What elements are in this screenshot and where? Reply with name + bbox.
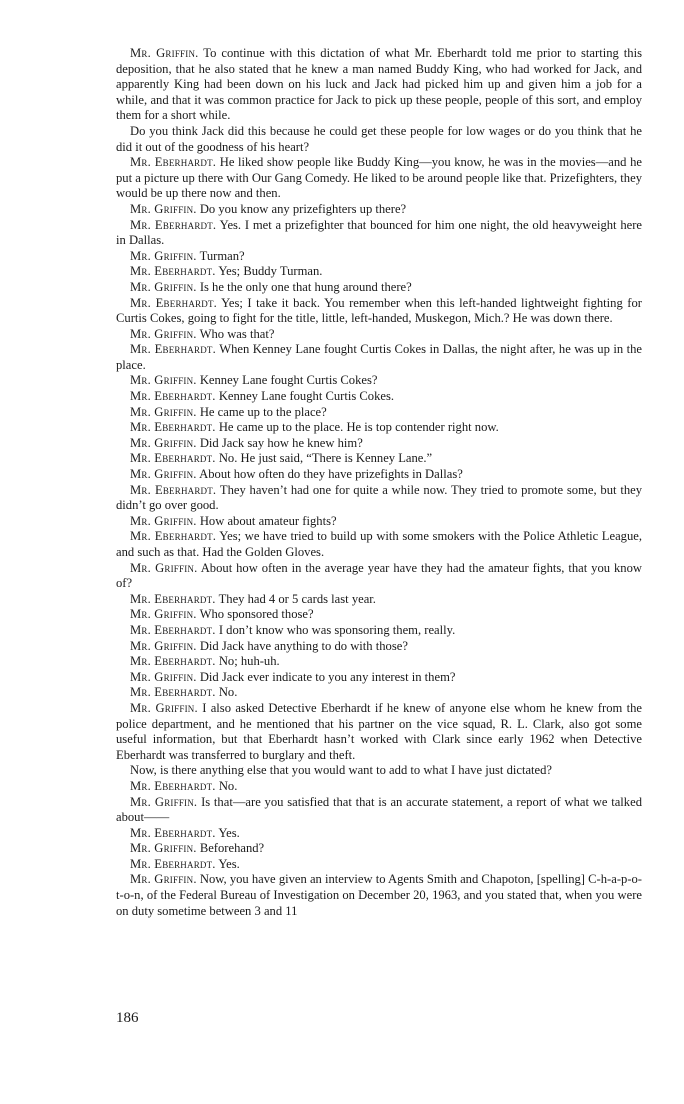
speaker-label: Mr. Griffin. bbox=[130, 841, 197, 856]
transcript-paragraph bbox=[116, 592, 642, 608]
speaker-label: Mr. Eberhardt. bbox=[130, 295, 218, 310]
transcript-paragraph bbox=[116, 607, 642, 623]
paragraph-text: I also asked Detective Eberhardt if he knew of anyone else whom he knew from the police department, and he mentioned that his partner on the vice squad, R. L. Clark, also got some useful information, but that Eberhardt hasn’t worked with Clark since early 1962 when Detective Eberhardt was transferred to burglary and theft. bbox=[116, 700, 643, 762]
speaker-label: Mr. Eberhardt. bbox=[130, 155, 217, 170]
speaker-label: Mr. Eberhardt. bbox=[130, 778, 216, 793]
transcript-paragraph bbox=[116, 779, 642, 795]
paragraph-text: When Kenney Lane fought Curtis Cokes in Dallas, the night after, he was up in the place. bbox=[116, 342, 642, 372]
transcript-paragraph bbox=[116, 841, 642, 857]
speaker-label: Mr. Griffin. bbox=[130, 513, 197, 528]
transcript-paragraph bbox=[116, 280, 642, 296]
transcript-body bbox=[116, 46, 642, 919]
transcript-paragraph bbox=[116, 654, 642, 670]
speaker-label: Mr. Griffin. bbox=[130, 404, 197, 419]
transcript-paragraph bbox=[116, 389, 642, 405]
paragraph-text: No; huh-uh. bbox=[218, 654, 280, 669]
transcript-paragraph bbox=[116, 529, 642, 560]
speaker-label: Mr. Griffin. bbox=[130, 46, 199, 60]
speaker-label: Mr. Griffin. bbox=[130, 700, 198, 715]
transcript-paragraph bbox=[116, 124, 642, 155]
paragraph-text: They had 4 or 5 cards last year. bbox=[218, 591, 376, 606]
speaker-label: Mr. Griffin. bbox=[130, 669, 197, 684]
paragraph-text: Do you think Jack did this because he could get these people for low wages or do you think that he did it out of the goodness of his heart? bbox=[116, 123, 642, 154]
transcript-paragraph bbox=[116, 249, 642, 265]
paragraph-text: Beforehand? bbox=[199, 841, 265, 856]
speaker-label: Mr. Eberhardt. bbox=[130, 342, 216, 357]
transcript-paragraph bbox=[116, 872, 642, 919]
speaker-label: Mr. Griffin. bbox=[130, 872, 197, 887]
paragraph-text: No. bbox=[218, 685, 238, 700]
transcript-paragraph bbox=[116, 514, 642, 530]
speaker-label: Mr. Griffin. bbox=[130, 467, 197, 482]
transcript-paragraph bbox=[116, 342, 642, 373]
paragraph-text: Now, is there anything else that you would want to add to what I have just dictated? bbox=[130, 763, 553, 778]
paragraph-text: No. bbox=[218, 778, 238, 793]
transcript-paragraph bbox=[116, 561, 642, 592]
transcript-paragraph bbox=[116, 202, 642, 218]
transcript-paragraph bbox=[116, 763, 642, 779]
speaker-label: Mr. Griffin. bbox=[130, 435, 197, 450]
paragraph-text: Now, you have given an interview to Agents Smith and Chapoton, [spelling] C-h-a-p-o-t-o-n, of the Federal Bureau of Investigation on December 20, 1963, and you stated that, when you were on duty sometime between 3 and 11 bbox=[116, 872, 642, 918]
speaker-label: Mr. Eberhardt. bbox=[130, 622, 216, 637]
transcript-paragraph bbox=[116, 795, 642, 826]
speaker-label: Mr. Griffin. bbox=[130, 248, 197, 263]
paragraph-text: Kenney Lane fought Curtis Cokes. bbox=[218, 389, 395, 404]
paragraph-text: Yes. bbox=[218, 825, 240, 840]
paragraph-text: No. He just said, “There is Kenney Lane.” bbox=[218, 451, 433, 466]
speaker-label: Mr. Griffin. bbox=[130, 201, 197, 216]
transcript-paragraph bbox=[116, 483, 642, 514]
paragraph-text: Kenney Lane fought Curtis Cokes? bbox=[199, 373, 378, 388]
paragraph-text: Is he the only one that hung around there? bbox=[199, 279, 412, 294]
paragraph-text: Yes. bbox=[218, 856, 240, 871]
speaker-label: Mr. Eberhardt. bbox=[130, 264, 216, 279]
paragraph-text: Yes; we have tried to build up with some smokers with the Police Athletic League, and such as that. Had the Golden Gloves. bbox=[116, 529, 642, 559]
speaker-label: Mr. Eberhardt. bbox=[130, 654, 216, 669]
speaker-label: Mr. Griffin. bbox=[130, 638, 197, 653]
transcript-paragraph bbox=[116, 405, 642, 421]
transcript-paragraph bbox=[116, 826, 642, 842]
paragraph-text: Who was that? bbox=[199, 326, 275, 341]
paragraph-text: He came up to the place? bbox=[199, 404, 327, 419]
transcript-paragraph bbox=[116, 857, 642, 873]
paragraph-text: I don’t know who was sponsoring them, really. bbox=[218, 622, 456, 637]
transcript-paragraph bbox=[116, 420, 642, 436]
paragraph-text: Yes; I take it back. You remember when this left-handed lightweight fighting for Curtis Cokes, going to fight for the title, little, left-handed, Muskegon, Mich.? He was down there. bbox=[116, 295, 642, 326]
speaker-label: Mr. Eberhardt. bbox=[130, 685, 216, 700]
transcript-paragraph bbox=[116, 436, 642, 452]
speaker-label: Mr. Griffin. bbox=[130, 794, 198, 809]
transcript-paragraph bbox=[116, 639, 642, 655]
paragraph-text: He came up to the place. He is top contender right now. bbox=[218, 420, 499, 435]
speaker-label: Mr. Griffin. bbox=[130, 279, 197, 294]
paragraph-text: Who sponsored those? bbox=[199, 607, 314, 622]
speaker-label: Mr. Eberhardt. bbox=[130, 420, 216, 435]
transcript-paragraph bbox=[116, 46, 642, 124]
speaker-label: Mr. Eberhardt. bbox=[130, 217, 217, 232]
speaker-label: Mr. Griffin. bbox=[130, 560, 198, 575]
speaker-label: Mr. Eberhardt. bbox=[130, 856, 216, 871]
transcript-paragraph bbox=[116, 701, 642, 763]
transcript-paragraph bbox=[116, 451, 642, 467]
transcript-paragraph bbox=[116, 218, 642, 249]
transcript-paragraph bbox=[116, 685, 642, 701]
paragraph-text: Did Jack say how he knew him? bbox=[199, 435, 363, 450]
paragraph-text: Yes. I met a prizefighter that bounced for him one night, the old heavyweight here in Dallas. bbox=[116, 217, 642, 248]
paragraph-text: Yes; Buddy Turman. bbox=[218, 264, 323, 279]
transcript-paragraph bbox=[116, 373, 642, 389]
paragraph-text: He liked show people like Buddy King—you know, he was in the movies—and he put a picture up there with Our Gang Comedy. He liked to be around people like that. Prizefighters, they would be up there now and then. bbox=[116, 155, 642, 201]
paragraph-text: Is that—are you satisfied that that is an accurate statement, a report of what we talked about—— bbox=[116, 794, 642, 825]
transcript-paragraph bbox=[116, 155, 642, 202]
speaker-label: Mr. Eberhardt. bbox=[130, 482, 217, 497]
paragraph-text: About how often in the average year have they had the amateur fights, that you know of? bbox=[116, 560, 642, 591]
paragraph-text: Do you know any prizefighters up there? bbox=[199, 201, 407, 216]
speaker-label: Mr. Griffin. bbox=[130, 373, 197, 388]
paragraph-text: About how often do they have prizefights in Dallas? bbox=[199, 467, 463, 482]
speaker-label: Mr. Griffin. bbox=[130, 607, 197, 622]
transcript-page bbox=[116, 46, 642, 919]
paragraph-text: Did Jack have anything to do with those? bbox=[199, 638, 408, 653]
paragraph-text: Turman? bbox=[199, 248, 245, 263]
transcript-paragraph bbox=[116, 670, 642, 686]
speaker-label: Mr. Eberhardt. bbox=[130, 825, 216, 840]
transcript-paragraph bbox=[116, 327, 642, 343]
speaker-label: Mr. Eberhardt. bbox=[130, 591, 216, 606]
paragraph-text: To continue with this dictation of what Mr. Eberhardt told me prior to starting this deposition, that he also stated that he knew a man named Buddy King, who had worked for Jack, and apparently King had been down on his luck and Jack had picked him up and given him a job for a while, and that it was common practice for Jack to pick up these people, people of this sort, and employ them for a short while. bbox=[116, 46, 642, 123]
speaker-label: Mr. Griffin. bbox=[130, 326, 197, 341]
speaker-label: Mr. Eberhardt. bbox=[130, 529, 217, 544]
speaker-label: Mr. Eberhardt. bbox=[130, 389, 216, 404]
transcript-paragraph bbox=[116, 296, 642, 327]
transcript-paragraph bbox=[116, 264, 642, 280]
paragraph-text: Did Jack ever indicate to you any interest in them? bbox=[199, 669, 456, 684]
paragraph-text: They haven’t had one for quite a while now. They tried to promote some, but they didn’t go over good. bbox=[116, 482, 642, 513]
page-number: 186 bbox=[116, 1010, 139, 1026]
transcript-paragraph bbox=[116, 467, 642, 483]
speaker-label: Mr. Eberhardt. bbox=[130, 451, 216, 466]
paragraph-text: How about amateur fights? bbox=[199, 513, 337, 528]
transcript-paragraph bbox=[116, 623, 642, 639]
